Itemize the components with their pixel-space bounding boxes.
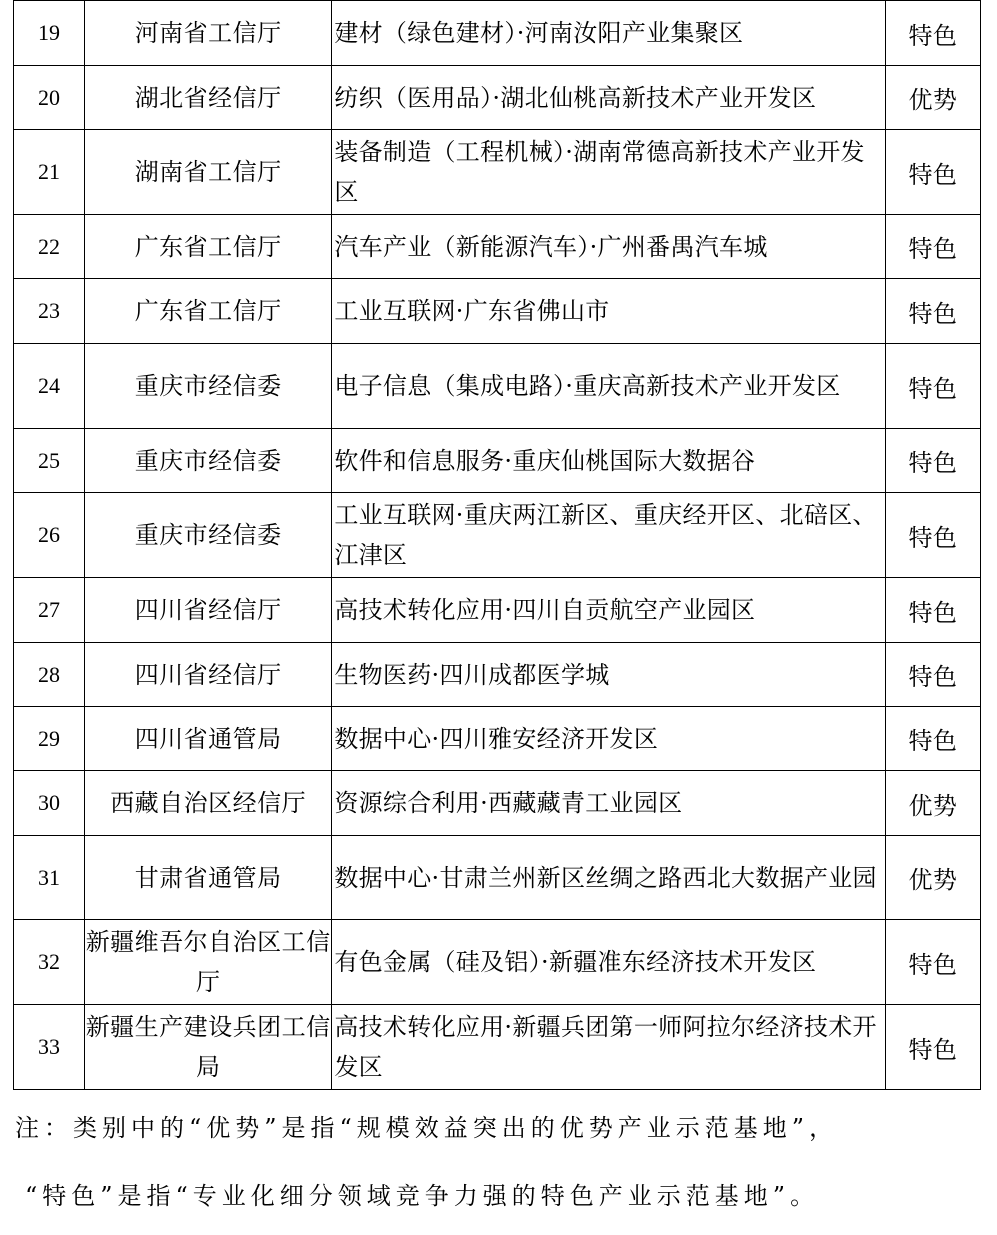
table-row <box>14 1 981 66</box>
category: 特色 <box>885 707 980 771</box>
industry-and-location: 工业互联网·广东省佛山市 <box>332 279 886 344</box>
table-row <box>14 578 981 643</box>
industry-and-location: 装备制造（工程机械）·湖南常德高新技术产业开发区 <box>332 130 886 215</box>
category: 优势 <box>885 771 980 836</box>
department: 四川省经信厅 <box>85 578 332 643</box>
category: 优势 <box>885 66 980 130</box>
row-number: 27 <box>14 578 85 643</box>
department: 河南省工信厅 <box>85 1 332 66</box>
row-number: 29 <box>14 707 85 771</box>
category: 特色 <box>885 215 980 279</box>
industry-and-location: 建材（绿色建材）·河南汝阳产业集聚区 <box>332 1 886 66</box>
department: 重庆市经信委 <box>85 429 332 493</box>
table-row <box>14 66 981 130</box>
row-number: 28 <box>14 643 85 707</box>
industry-and-location: 有色金属（硅及铝）·新疆准东经济技术开发区 <box>332 920 886 1005</box>
category: 优势 <box>885 836 980 920</box>
industry-and-location: 数据中心·甘肃兰州新区丝绸之路西北大数据产业园 <box>332 836 886 920</box>
category: 特色 <box>885 1 980 66</box>
row-number: 32 <box>14 920 85 1005</box>
demonstration-base-table <box>13 0 981 1090</box>
table-row <box>14 920 981 1005</box>
category: 特色 <box>885 578 980 643</box>
row-number: 19 <box>14 1 85 66</box>
department: 重庆市经信委 <box>85 344 332 429</box>
category: 特色 <box>885 493 980 578</box>
footnote-line-2: “特色”是指“专业化细分领域竞争力强的特色产业示范基地”。 <box>25 1182 820 1210</box>
industry-and-location: 工业互联网·重庆两江新区、重庆经开区、北碚区、江津区 <box>332 493 886 578</box>
row-number: 21 <box>14 130 85 215</box>
table-row <box>14 130 981 215</box>
department: 广东省工信厅 <box>85 279 332 344</box>
department: 四川省通管局 <box>85 707 332 771</box>
category: 特色 <box>885 1005 980 1090</box>
industry-and-location: 软件和信息服务·重庆仙桃国际大数据谷 <box>332 429 886 493</box>
table-row <box>14 1005 981 1090</box>
industry-and-location: 纺织（医用品）·湖北仙桃高新技术产业开发区 <box>332 66 886 130</box>
industry-and-location: 高技术转化应用·四川自贡航空产业园区 <box>332 578 886 643</box>
department: 西藏自治区经信厅 <box>85 771 332 836</box>
industry-and-location: 电子信息（集成电路）·重庆高新技术产业开发区 <box>332 344 886 429</box>
table-row <box>14 771 981 836</box>
department: 甘肃省通管局 <box>85 836 332 920</box>
row-number: 31 <box>14 836 85 920</box>
row-number: 26 <box>14 493 85 578</box>
row-number: 25 <box>14 429 85 493</box>
row-number: 24 <box>14 344 85 429</box>
category: 特色 <box>885 344 980 429</box>
table-row <box>14 643 981 707</box>
industry-and-location: 汽车产业（新能源汽车）·广州番禺汽车城 <box>332 215 886 279</box>
department: 新疆生产建设兵团工信局 <box>85 1005 332 1090</box>
footnote-line-1: 注：类别中的“优势”是指“规模效益突出的优势产业示范基地”， <box>15 1114 839 1142</box>
department: 四川省经信厅 <box>85 643 332 707</box>
category: 特色 <box>885 643 980 707</box>
category: 特色 <box>885 279 980 344</box>
row-number: 22 <box>14 215 85 279</box>
category: 特色 <box>885 429 980 493</box>
table-row <box>14 344 981 429</box>
table-row <box>14 279 981 344</box>
row-number: 30 <box>14 771 85 836</box>
industry-and-location: 数据中心·四川雅安经济开发区 <box>332 707 886 771</box>
industry-and-location: 高技术转化应用·新疆兵团第一师阿拉尔经济技术开发区 <box>332 1005 886 1090</box>
industry-and-location: 生物医药·四川成都医学城 <box>332 643 886 707</box>
department: 湖北省经信厅 <box>85 66 332 130</box>
row-number: 33 <box>14 1005 85 1090</box>
row-number: 23 <box>14 279 85 344</box>
table-body <box>14 1 981 1090</box>
table-row <box>14 707 981 771</box>
table-row <box>14 215 981 279</box>
department: 广东省工信厅 <box>85 215 332 279</box>
row-number: 20 <box>14 66 85 130</box>
table-row <box>14 836 981 920</box>
category: 特色 <box>885 130 980 215</box>
department: 湖南省工信厅 <box>85 130 332 215</box>
category: 特色 <box>885 920 980 1005</box>
department: 重庆市经信委 <box>85 493 332 578</box>
table-row <box>14 429 981 493</box>
table-row <box>14 493 981 578</box>
industry-and-location: 资源综合利用·西藏藏青工业园区 <box>332 771 886 836</box>
department: 新疆维吾尔自治区工信厅 <box>85 920 332 1005</box>
